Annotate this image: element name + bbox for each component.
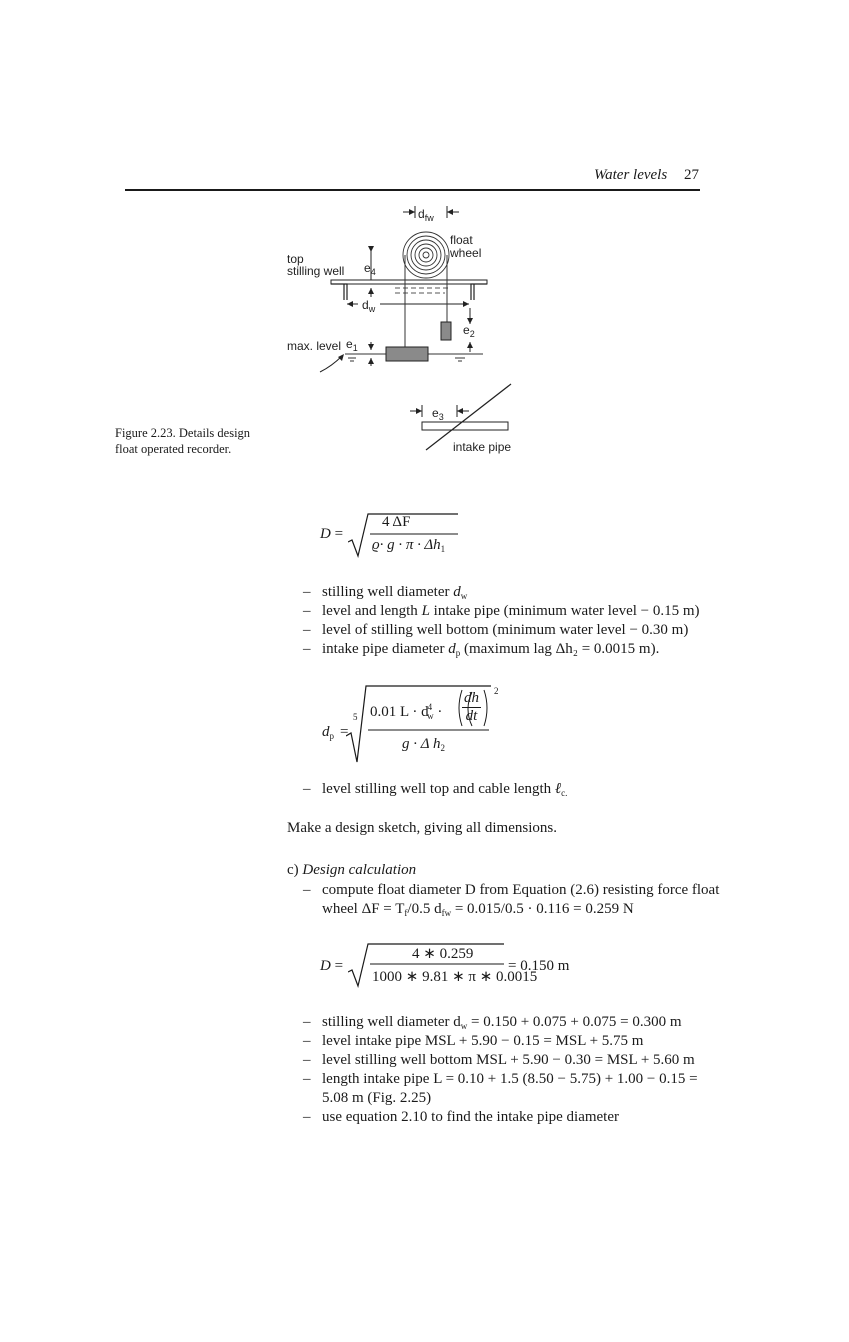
header-rule	[125, 189, 700, 191]
well-wall-right	[471, 284, 487, 300]
equation-intake-pipe-diameter: $d_p$ = 5 0.01 $L \cdot d^4_w$ · $\frac{dh}{dt}$ 2 g · Δ $h_2$	[322, 684, 522, 764]
equation-d-calculation: D = 4 ∗ 0.259 1000 ∗ 9.81 ∗ π ∗ 0.0015 = 0.150 m	[320, 946, 570, 985]
running-header-title: Water levels	[594, 167, 668, 183]
e3-label: $e_3$	[432, 406, 444, 422]
float-recorder-diagram	[270, 200, 530, 465]
instruction-paragraph: Make a design sketch, giving all dimensions.	[287, 820, 557, 836]
figure-caption: Figure 2.23. Details design float operated recorder.	[115, 426, 251, 456]
e4-label: $e_4$	[364, 261, 376, 277]
e1-label: $e_1$	[346, 337, 358, 353]
float	[386, 347, 428, 361]
eq1-numerator: 4 ΔF	[382, 514, 411, 530]
dfw-label: $d_{fw}$	[418, 207, 434, 223]
float-wheel-label-2: wheel	[450, 246, 482, 260]
top-stilling-well-label-2: stilling well	[287, 264, 345, 278]
eq1-denominator: ϱ· g · π · Δh	[372, 537, 441, 553]
dw-label: $d_w$	[362, 298, 376, 314]
section-heading: c) Design calculation	[287, 862, 417, 878]
top-platform	[331, 280, 487, 284]
e2-label: $e_2$	[463, 323, 475, 339]
counterweight	[441, 322, 451, 340]
well-wall-left	[331, 284, 347, 300]
page-number: 27	[684, 167, 699, 183]
intake-pipe	[422, 422, 508, 430]
intake-pipe-label: intake pipe	[453, 440, 512, 454]
top-stilling-well-label-1: top	[287, 252, 304, 266]
float-wheel-label-1: float	[450, 233, 473, 247]
max-level-label: max. level	[287, 339, 342, 353]
float-wheel	[403, 232, 449, 278]
